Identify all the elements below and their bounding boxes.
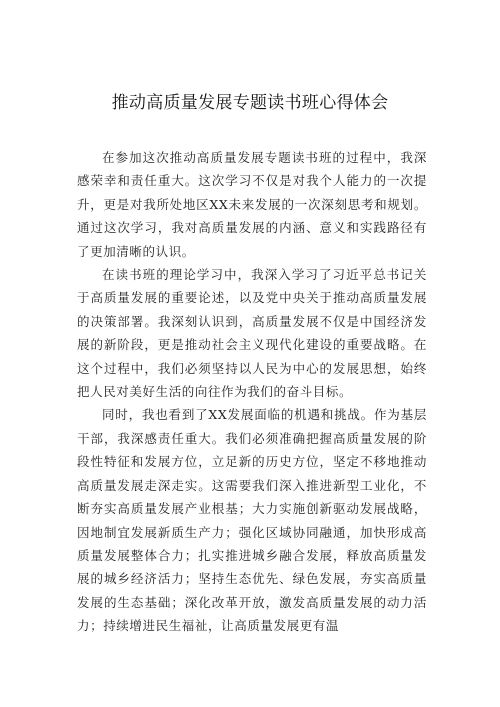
- paragraph-3: 同时，我也看到了XX发展面临的机遇和挑战。作为基层干部，我深感责任重大。我们必须准确把握高质量发展的阶段性特征和发展方位，立足新的历史方位，坚定不移地推动高质量发展走深走实。这需要我们深入推进新型工业化，不断夯实高质量发展产业根基；大力实施创新驱动发展战略，因地制宜发展新质生产力；强化区域协同融通，加快形成高质量发展整体合力；扎实推进城乡融合发展，释放高质量发展的城乡经济活力；坚持生态优先、绿色发展，夯实高质量发展的生态基础；深化改革开放，激发高质量发展的动力活力；持续增进民生福祉，让高质量发展更有温: [77, 407, 427, 634]
- paragraph-2: 在读书班的理论学习中，我深入学习了习近平总书记关于高质量发展的重要论述，以及党中央关于推动高质量发展的决策部署。我深刻认识到，高质量发展不仅是中国经济发展的新阶段，更是推动社会主义现代化建设的重要战略。在这个过程中，我们必须坚持以人民为中心的发展思想，始终把人民对美好生活的向往作为我们的奋斗目标。: [77, 267, 427, 400]
- document-title: 推动高质量发展专题读书班心得体会: [111, 93, 389, 113]
- document-body: [77, 146, 427, 638]
- paragraph-1: 在参加这次推动高质量发展专题读书班的过程中，我深感荣幸和责任重大。这次学习不仅是对我个人能力的一次提升，更是对我所处地区XX未来发展的一次深刻思考和规划。通过这次学习，我对高质量发展的内涵、意义和实践路径有了更加清晰的认识。: [77, 150, 427, 259]
